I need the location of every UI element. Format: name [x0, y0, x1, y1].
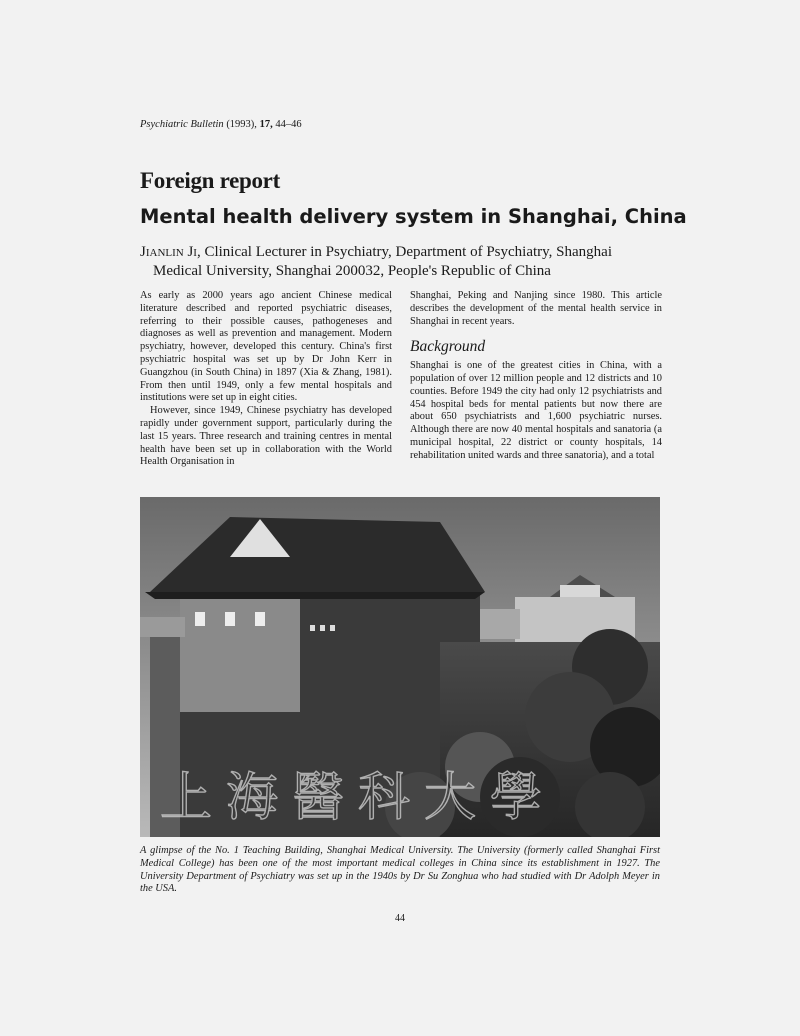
citation-pages: 44–46: [272, 119, 302, 130]
body-paragraph: Shanghai, Peking and Nanjing since 1980. This article describes the development of the mental health service in Shanghai in recent years.: [410, 290, 662, 327]
body-paragraph: Shanghai is one of the greatest cities in China, with a population of over 12 million people and 12 districts and 10 counties. Before 1949 the city had only 12 psychiatrists and 454 hospital beds for mental patients but now there are about 650 psychiatrists and 1,600 psychiatric nurses. Although there are now 40 mental hospitals and sanatoria (a municipal hospital, 22 district or county hospitals, 14 rehabilitation united wards and three sanatoria), and a total: [410, 360, 662, 461]
section-label: Foreign report: [140, 168, 280, 193]
journal-citation: [140, 119, 302, 130]
body-column-left: [140, 290, 392, 469]
article-title: Mental health delivery system in Shanghai, China: [140, 205, 687, 228]
page-number: 44: [395, 913, 405, 924]
author-affiliation-2: Medical University, Shanghai 200032, People's Republic of China: [153, 263, 551, 279]
author-affiliation-1: Clinical Lecturer in Psychiatry, Department of Psychiatry, Shanghai: [200, 244, 612, 260]
photo-watermark: 上海醫科大學: [160, 768, 557, 828]
body-paragraph: As early as 2000 years ago ancient Chinese medical literature described and reported psychiatric diseases, referring to their possible causes, pathogeneses and diagnoses as well as prevention and management. Modern psychiatry, however, developed this century. China's first psychiatric hospital was set up by Dr John Kerr in Guangzhou (in South China) in 1897 (Xia & Zhang, 1981). From then until 1949, only a few mental hospitals and institutions were set up in eight cities.: [140, 290, 392, 404]
citation-year: (1993),: [223, 119, 260, 130]
author-name: Jianlin Ji,: [140, 244, 201, 260]
body-paragraph: However, since 1949, Chinese psychiatry has developed rapidly under government support, particularly during the last 15 years. Three research and training centres in mental health have been set up in collaboration with the World Health Organisation in: [140, 405, 392, 468]
journal-name: Psychiatric Bulletin: [140, 119, 224, 130]
body-column-right: [410, 290, 662, 463]
subheading-background: Background: [410, 338, 486, 356]
author-block: [140, 243, 660, 281]
photo-caption: A glimpse of the No. 1 Teaching Building, Shanghai Medical University. The University (formerly called Shanghai First Medical College) has been one of the most important medical colleges in China since its establishment in 1927. The University Department of Psychiatry was set up in the 1940s by Dr Su Zonghua who had studied with Dr Adolph Meyer in the USA.: [140, 845, 660, 895]
building-photo: [140, 497, 660, 837]
citation-volume: 17,: [259, 119, 273, 130]
